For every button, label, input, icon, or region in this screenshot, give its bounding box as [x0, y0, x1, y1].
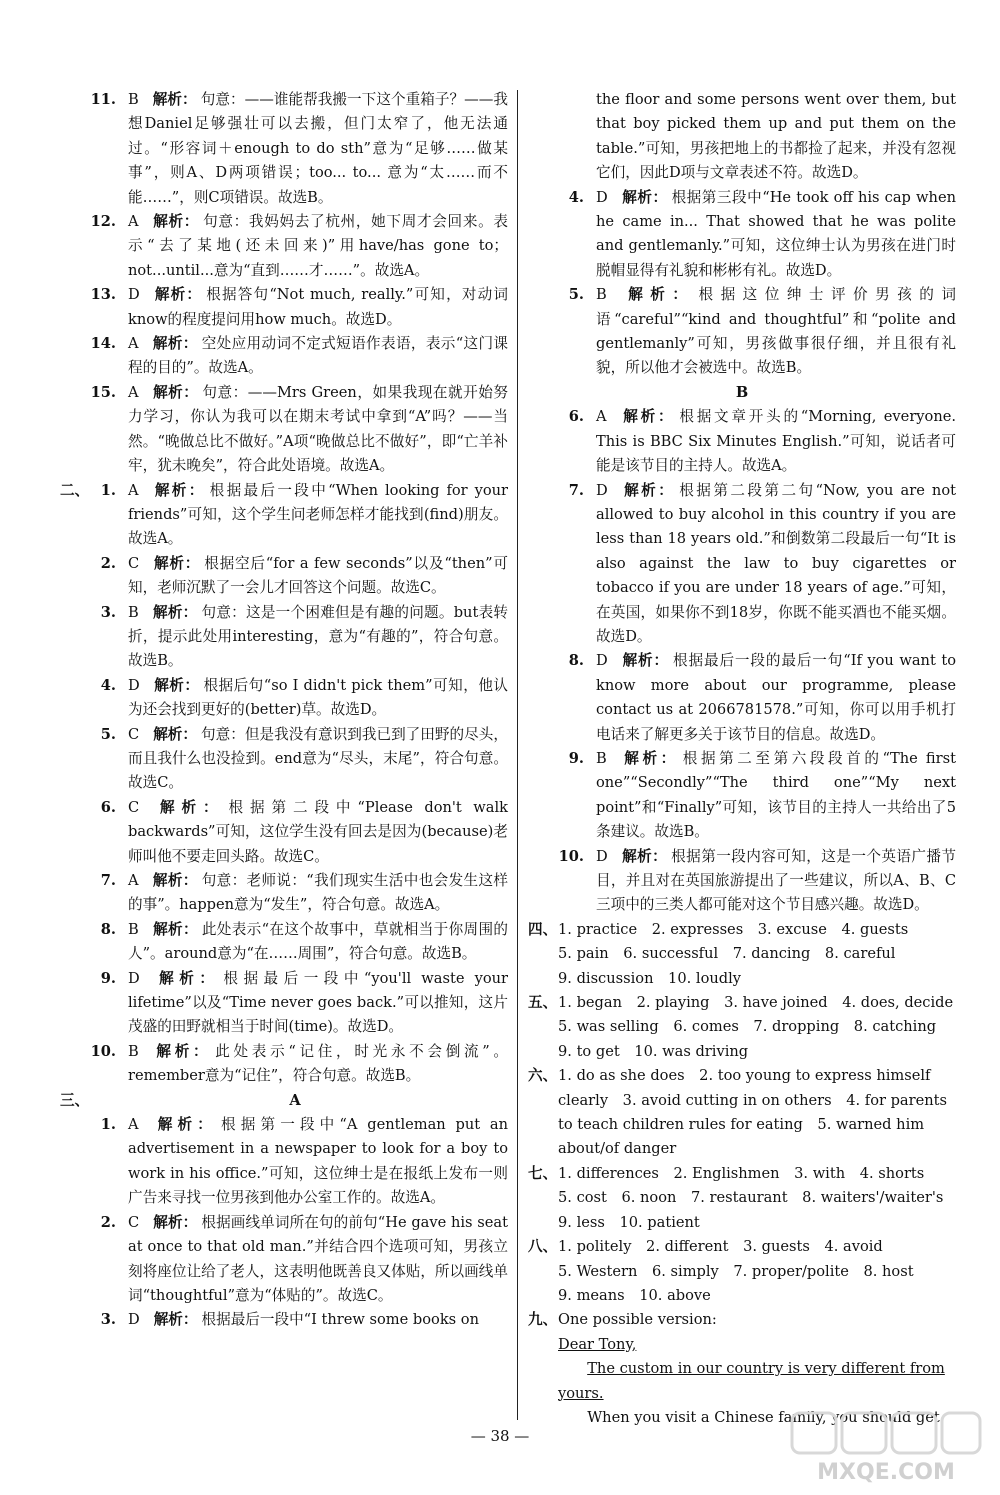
- answer-letter: D: [128, 1311, 140, 1329]
- item-number: 14.: [90, 335, 116, 353]
- answer-letter: D: [128, 286, 140, 304]
- answer-list-row: [528, 1064, 956, 1088]
- analysis-text: 空处应用动词不定式短语作表语，表示“这门课程的目的”。故选A。: [128, 335, 508, 377]
- passage-heading-a: A: [289, 1091, 301, 1109]
- analysis-text: 根据这位绅士评价男孩的词语“careful”“kind and thoughtful”和“polite and gentlemanly”可知，男孩做事很仔细，并且很有礼貌，所以他才会被选中。故选B。: [596, 286, 956, 377]
- answer-item: [60, 1211, 508, 1309]
- item-number: 4.: [568, 188, 584, 206]
- answer-letter: B: [596, 749, 607, 767]
- item-number-box: [550, 405, 596, 429]
- item-number-box: [550, 649, 596, 673]
- answer-letter: A: [128, 1116, 139, 1134]
- item-body: [596, 283, 956, 381]
- item-number-box: [550, 845, 596, 869]
- answer-letter: C: [128, 554, 140, 572]
- answer-letter: B: [128, 920, 139, 938]
- item-number: 5.: [568, 286, 584, 304]
- analysis-label: 解析：: [152, 872, 198, 889]
- analysis-text: 句意：老师说：“我们现实生活中也会发生这样的事”。happen意为“发生”，符合句意。故选A。: [128, 872, 508, 914]
- answer-item: [60, 967, 508, 1040]
- item-number: 4.: [100, 676, 116, 694]
- answer-letter: C: [128, 1213, 140, 1231]
- essay-greeting: Dear Tony,: [558, 1335, 637, 1353]
- item-number-box: [82, 479, 128, 503]
- analysis-text: 根据第一段内容可知，这是一个英语广播节目，并且对在英国旅游提出了一些建议，所以A、B、C三项中的三类人都可能对这个节目感兴趣。故选D。: [596, 847, 956, 914]
- item-body: [596, 405, 956, 478]
- item-number: 10.: [558, 847, 584, 865]
- analysis-text: 此处表示“记住，时光永不会倒流”。remember意为“记住”，符合句意。故选B。: [128, 1042, 508, 1085]
- analysis-label: 解析：: [153, 1213, 198, 1231]
- answer-line: 5. Western 6. simply 7. proper/polite 8. host: [558, 1262, 914, 1280]
- answer-letter: D: [128, 676, 140, 694]
- item-body: [128, 674, 508, 723]
- item-number: 15.: [90, 383, 116, 401]
- answer-item: [60, 918, 508, 967]
- item-number: 2.: [100, 1213, 116, 1231]
- answer-line: 9. less 10. patient: [558, 1213, 700, 1231]
- item-number: 7.: [568, 481, 584, 499]
- section-indent: [528, 1113, 558, 1137]
- section-indent: [528, 942, 558, 966]
- item-number-box: [82, 210, 128, 234]
- continued-analysis: the floor and some persons went over them, but that boy picked them up and put them on the table.”可知，男孩把地上的书都捡了起来，并没有忽视它们，因此D项与文章表述不符。故选D。: [596, 91, 956, 182]
- item-number-box: [82, 967, 128, 991]
- analysis-text: 根据第一段中“A gentleman put an advertisement in a newspaper to look for a boy to work in his office.”可知，这位绅士是在报纸上发布一则广告来寻找一位男孩到他办公室工作的。故选A。: [128, 1116, 508, 1207]
- analysis-label: 解析：: [153, 969, 220, 987]
- continued-text: [528, 88, 956, 186]
- item-number: 6.: [568, 408, 584, 426]
- answer-item: [60, 552, 508, 601]
- answer-letter: B: [128, 1042, 139, 1060]
- section-label: 五、: [528, 994, 558, 1012]
- essay-paragraph-2: When you visit a Chinese family, you should get: [587, 1408, 940, 1426]
- item-number-box: [550, 283, 596, 307]
- analysis-text: 根据文章开头的“Morning, everyone. This is BBC Six Minutes English.”可知，说话者可能是该节目的主持人。故选A。: [596, 408, 956, 475]
- analysis-label: 解析：: [152, 213, 200, 231]
- item-number: 9.: [568, 749, 584, 767]
- answer-line: 1. practice 2. expresses 3. excuse 4. guests: [558, 920, 909, 938]
- analysis-text: 根据空后“for a few seconds”以及“then”可知，老师沉默了一会儿才回答这个问题。故选C。: [128, 554, 508, 597]
- section-indent: [528, 1089, 558, 1113]
- item-number-box: [82, 1211, 128, 1235]
- analysis-text: 句意：——谁能帮我搬一下这个重箱子？——我想Daniel足够强壮可以去搬，但门太窄了，他无法通过。“形容词＋enough to do sth”意为“足够……做某事”，则A、D两项错误；too... to... 意为“太……而不能……”，则C项错误。故选B。: [128, 91, 508, 206]
- answer-list-row: [528, 1137, 956, 1161]
- answer-item: [60, 796, 508, 869]
- item-body: [128, 381, 508, 479]
- answer-list-row: [528, 1113, 956, 1137]
- analysis-text: 根据答句“Not much, really.”可知，对动词know的程度提问用how much。故选D。: [128, 286, 508, 328]
- section-label: 四、: [528, 920, 558, 938]
- answer-letter: B: [128, 603, 139, 621]
- analysis-label: 解析：: [153, 286, 203, 304]
- answer-letter: B: [596, 286, 607, 304]
- item-body: [128, 918, 508, 967]
- page-number: — 38 —: [470, 1427, 530, 1445]
- analysis-label: 解析：: [153, 554, 201, 572]
- analysis-label: 解析：: [152, 481, 206, 499]
- item-body: [128, 88, 508, 210]
- answer-item: [60, 479, 508, 552]
- answer-list-row: [528, 1211, 956, 1235]
- answer-line: 1. began 2. playing 3. have joined 4. does, decide: [558, 994, 954, 1012]
- analysis-text: 根据后句“so I didn't pick them”可知，他认为还会找到更好的(better)草。故选D。: [128, 676, 508, 719]
- answer-item: [60, 283, 508, 332]
- answer-list-row: [528, 1260, 956, 1284]
- analysis-text: 根据最后一段中“I threw some books on: [201, 1311, 479, 1329]
- analysis-label: 解析：: [621, 847, 668, 865]
- answer-line: clearly 3. avoid cutting in on others 4. for parents: [558, 1091, 948, 1109]
- analysis-text: 根据第二段中“Please don't walk backwards”可知，这位学生没有回去是因为(because)老师叫他不要走回头路。故选C。: [128, 798, 508, 865]
- answer-line: 5. pain 6. successful 7. dancing 8. careful: [558, 945, 896, 963]
- section-indent: [528, 1260, 558, 1284]
- answer-item: [60, 381, 508, 479]
- answer-line: 9. means 10. above: [558, 1286, 711, 1304]
- item-body: [128, 283, 508, 332]
- item-number: 7.: [100, 872, 116, 889]
- analysis-text: 根据最后一段中“When looking for your friends”可知，这个学生问老师怎样才能找到(find)朋友。故选A。: [128, 481, 508, 548]
- section-three-row: [60, 1089, 508, 1113]
- item-body: [596, 186, 956, 284]
- answer-item: [60, 1113, 508, 1211]
- answer-letter: A: [128, 383, 139, 401]
- analysis-text: 句意：这是一个困难但是有趣的问题。but表转折，提示此处用interesting，意为“有趣的”，符合句意。故选B。: [128, 603, 508, 670]
- item-number-box: [82, 283, 128, 307]
- analysis-label: 解析：: [152, 920, 198, 938]
- analysis-text: 根据第三段中“He took off his cap when he came in... That showed that he was polite and gentlemanly.”可知，这位绅士认为男孩在进门时脱帽显得有礼貌和彬彬有礼。故选D。: [596, 188, 956, 279]
- section-indent: [528, 1015, 558, 1039]
- analysis-text: 句意：但是我没有意识到我已到了田野的尽头，而且我什么也没捡到。end意为“尽头，末尾”，符合句意。故选C。: [128, 725, 508, 792]
- item-body: [596, 649, 956, 747]
- answer-item: [528, 845, 956, 918]
- item-number-box: [82, 88, 128, 112]
- item-body: [128, 796, 508, 869]
- answer-list-row: [528, 918, 956, 942]
- item-body: [128, 967, 508, 1040]
- item-number: 13.: [90, 286, 116, 304]
- answer-line: 5. cost 6. noon 7. restaurant 8. waiters'/waiter's: [558, 1189, 944, 1207]
- item-number-box: [82, 1113, 128, 1137]
- item-number-box: [82, 552, 128, 576]
- item-number-box: [82, 869, 128, 893]
- analysis-text: 根据画线单词所在句的前句“He gave his seat at once to that old man.”并结合四个选项可知，男孩立刻将座位让给了老人，这表明他既善良又体贴，所以画线单词“thoughtful”意为“体贴的”。故选C。: [128, 1213, 508, 1304]
- section-label: 八、: [528, 1238, 558, 1256]
- item-body: [596, 747, 956, 845]
- analysis-label: 解析：: [153, 798, 225, 816]
- answer-list-row: [528, 1089, 956, 1113]
- item-body: [128, 601, 508, 674]
- item-number: 8.: [100, 920, 116, 938]
- item-number: 1.: [100, 1116, 116, 1134]
- answer-item: [528, 186, 956, 284]
- watermark-logo-icon: [786, 1407, 986, 1487]
- left-column: [60, 88, 508, 1333]
- item-number-box: [82, 381, 128, 405]
- item-number: 11.: [90, 91, 116, 108]
- answer-list-row: [528, 991, 956, 1015]
- section-label: 九、: [528, 1311, 558, 1329]
- svg-text:MXQE.COM: MXQE.COM: [817, 1460, 955, 1485]
- analysis-text: 根据第二段第二句“Now, you are not allowed to buy alcohol in this country if you are less than 18 years old.”和倒数第二段最后一句“It is also against the law to buy cigarettes or tobacco if you are under 18 years of age.”可知，在英国，如果你不到18岁，你既不能买酒也不能买烟。故选D。: [596, 481, 956, 645]
- section-indent: [528, 1040, 558, 1064]
- item-number: 12.: [90, 213, 116, 231]
- item-body: [128, 1113, 508, 1211]
- answer-item: [528, 479, 956, 650]
- analysis-label: 解析：: [153, 725, 198, 743]
- right-column: [528, 88, 956, 1430]
- answer-item: [60, 1308, 508, 1332]
- passage-heading-b: B: [735, 383, 749, 401]
- answer-item: [528, 747, 956, 845]
- item-number-box: [82, 1308, 128, 1332]
- analysis-label: 解析：: [621, 481, 676, 499]
- item-body: [128, 1040, 508, 1089]
- section-indent: [528, 1186, 558, 1210]
- analysis-label: 解析：: [620, 749, 679, 767]
- answer-list-row: [528, 1015, 956, 1039]
- analysis-label: 解析：: [152, 603, 198, 621]
- answer-item: [60, 210, 508, 283]
- item-number: 6.: [100, 798, 116, 816]
- answer-letter: D: [596, 847, 608, 865]
- item-number: 2.: [100, 554, 116, 572]
- item-body: [128, 723, 508, 796]
- item-body: [128, 552, 508, 601]
- answer-line: 1. differences 2. Englishmen 3. with 4. shorts: [558, 1164, 925, 1182]
- analysis-label: 解析：: [621, 652, 670, 670]
- answer-letter: C: [128, 725, 140, 743]
- answer-list-row: [528, 1235, 956, 1259]
- answer-letter: A: [596, 408, 607, 426]
- essay-sentence-underlined: The custom in our country is very different from yours.: [558, 1360, 945, 1402]
- answer-list-row: [528, 1284, 956, 1308]
- answer-list-row: [528, 942, 956, 966]
- analysis-label: 解析：: [152, 91, 197, 108]
- answer-line: 9. to get 10. was driving: [558, 1042, 749, 1060]
- analysis-label: 解析：: [152, 1116, 217, 1134]
- answer-letter: A: [128, 213, 139, 231]
- analysis-text: 此处表示“在这个故事中，草就相当于你周围的人”。around意为“在……周围”，符合句意。故选B。: [128, 920, 508, 963]
- item-number-box: [82, 723, 128, 747]
- item-number: 10.: [90, 1042, 116, 1060]
- answer-letter: D: [596, 188, 608, 206]
- section-indent: [528, 1284, 558, 1308]
- item-number: 1.: [100, 481, 116, 499]
- answer-item: [60, 723, 508, 796]
- analysis-label: 解析：: [152, 383, 199, 401]
- answer-line: 9. discussion 10. loudly: [558, 969, 742, 987]
- item-number-box: [550, 747, 596, 771]
- answer-letter: D: [596, 481, 608, 499]
- answer-letter: A: [128, 335, 139, 353]
- item-number-box: [82, 1040, 128, 1064]
- answer-item: [60, 1040, 508, 1089]
- answer-letter: A: [128, 872, 139, 889]
- answer-item: [60, 601, 508, 674]
- answer-item: [60, 869, 508, 918]
- item-body: [128, 210, 508, 283]
- column-divider: [517, 90, 518, 1420]
- essay-paragraph-1: [528, 1357, 956, 1406]
- answer-line: about/of danger: [558, 1140, 677, 1158]
- answer-item: [528, 649, 956, 747]
- answer-item: [528, 283, 956, 381]
- analysis-label: 解析：: [152, 335, 198, 353]
- item-number-box: [82, 674, 128, 698]
- answer-line: 5. was selling 6. comes 7. dropping 8. catching: [558, 1018, 937, 1036]
- item-body: [128, 332, 508, 381]
- analysis-label: 解析：: [620, 286, 695, 304]
- item-number: 3.: [100, 603, 116, 621]
- item-body: [596, 479, 956, 650]
- item-number-box: [82, 796, 128, 820]
- answer-item: [528, 405, 956, 478]
- answer-line: to teach children rules for eating 5. warned him: [558, 1116, 925, 1134]
- answer-letter: A: [128, 481, 139, 499]
- item-number: 9.: [100, 969, 116, 987]
- analysis-label: 解析：: [621, 188, 668, 206]
- item-number-box: [550, 479, 596, 503]
- section-indent: [528, 1137, 558, 1161]
- answer-list-row: [528, 967, 956, 991]
- analysis-label: 解析：: [620, 408, 676, 426]
- analysis-text: 根据最后一段中“you'll waste your lifetime”以及“Time never goes back.”可以推知，这片茂盛的田野就相当于时间(time)。故选D。: [128, 969, 508, 1036]
- item-body: [128, 869, 508, 918]
- answer-list-row: [528, 1162, 956, 1186]
- essay-greeting-row: [528, 1333, 956, 1357]
- item-number-box: [550, 186, 596, 210]
- answer-item: [60, 674, 508, 723]
- section-label: 二、: [60, 481, 90, 499]
- answer-item: [60, 332, 508, 381]
- item-number-box: [82, 918, 128, 942]
- item-number: 3.: [100, 1311, 116, 1329]
- item-body: [128, 1211, 508, 1309]
- analysis-text: 句意：我妈妈去了杭州，她下周才会回来。表示“去了某地(还未回来)”用have/has gone to；not...until...意为“直到……才……”。故选A。: [128, 213, 508, 279]
- item-number-box: [82, 332, 128, 356]
- essay-intro: One possible version:: [558, 1311, 717, 1329]
- answer-list-row: [528, 1186, 956, 1210]
- section-label: 六、: [528, 1067, 558, 1085]
- analysis-text: 根据第二至第六段段首的“The first one”“Secondly”“The third one”“My next point”和“Finally”可知，该节目的主持人一共给出了5条建议。故选B。: [596, 749, 956, 841]
- analysis-label: 解析：: [153, 676, 200, 694]
- item-body: [128, 1308, 508, 1332]
- analysis-text: 句意：——Mrs Green，如果我现在就开始努力学习，你认为我可以在期末考试中拿到“A”吗？——当然。“晚做总比不做好。”A项“晚做总比不做好”，即“亡羊补牢，犹未晚矣”，符合此处语境。故选A。: [128, 383, 508, 475]
- item-number: 8.: [568, 652, 584, 670]
- answer-letter: D: [128, 969, 140, 987]
- answer-item: [60, 88, 508, 210]
- essay-intro-row: [528, 1308, 956, 1332]
- answer-list-row: [528, 1040, 956, 1064]
- answer-line: 1. do as she does 2. too young to express himself: [558, 1067, 931, 1085]
- item-number: 5.: [100, 725, 116, 743]
- answer-letter: B: [128, 91, 139, 108]
- answer-line: 1. politely 2. different 3. guests 4. avoid: [558, 1238, 883, 1256]
- analysis-label: 解析：: [152, 1042, 212, 1060]
- analysis-text: 根据最后一段的最后一句“If you want to know more about our programme, please contact us at 2066781578.”可知，你可以用手机打电话来了解更多关于该节目的信息。故选D。: [596, 652, 956, 743]
- section-label: 三、: [60, 1091, 90, 1109]
- analysis-label: 解析：: [153, 1311, 198, 1329]
- section-label: 七、: [528, 1164, 558, 1182]
- answer-letter: D: [596, 652, 608, 670]
- item-body: [596, 845, 956, 918]
- answer-letter: C: [128, 798, 140, 816]
- section-indent: [528, 967, 558, 991]
- item-number-box: [82, 601, 128, 625]
- item-body: [128, 479, 508, 552]
- section-indent: [528, 1211, 558, 1235]
